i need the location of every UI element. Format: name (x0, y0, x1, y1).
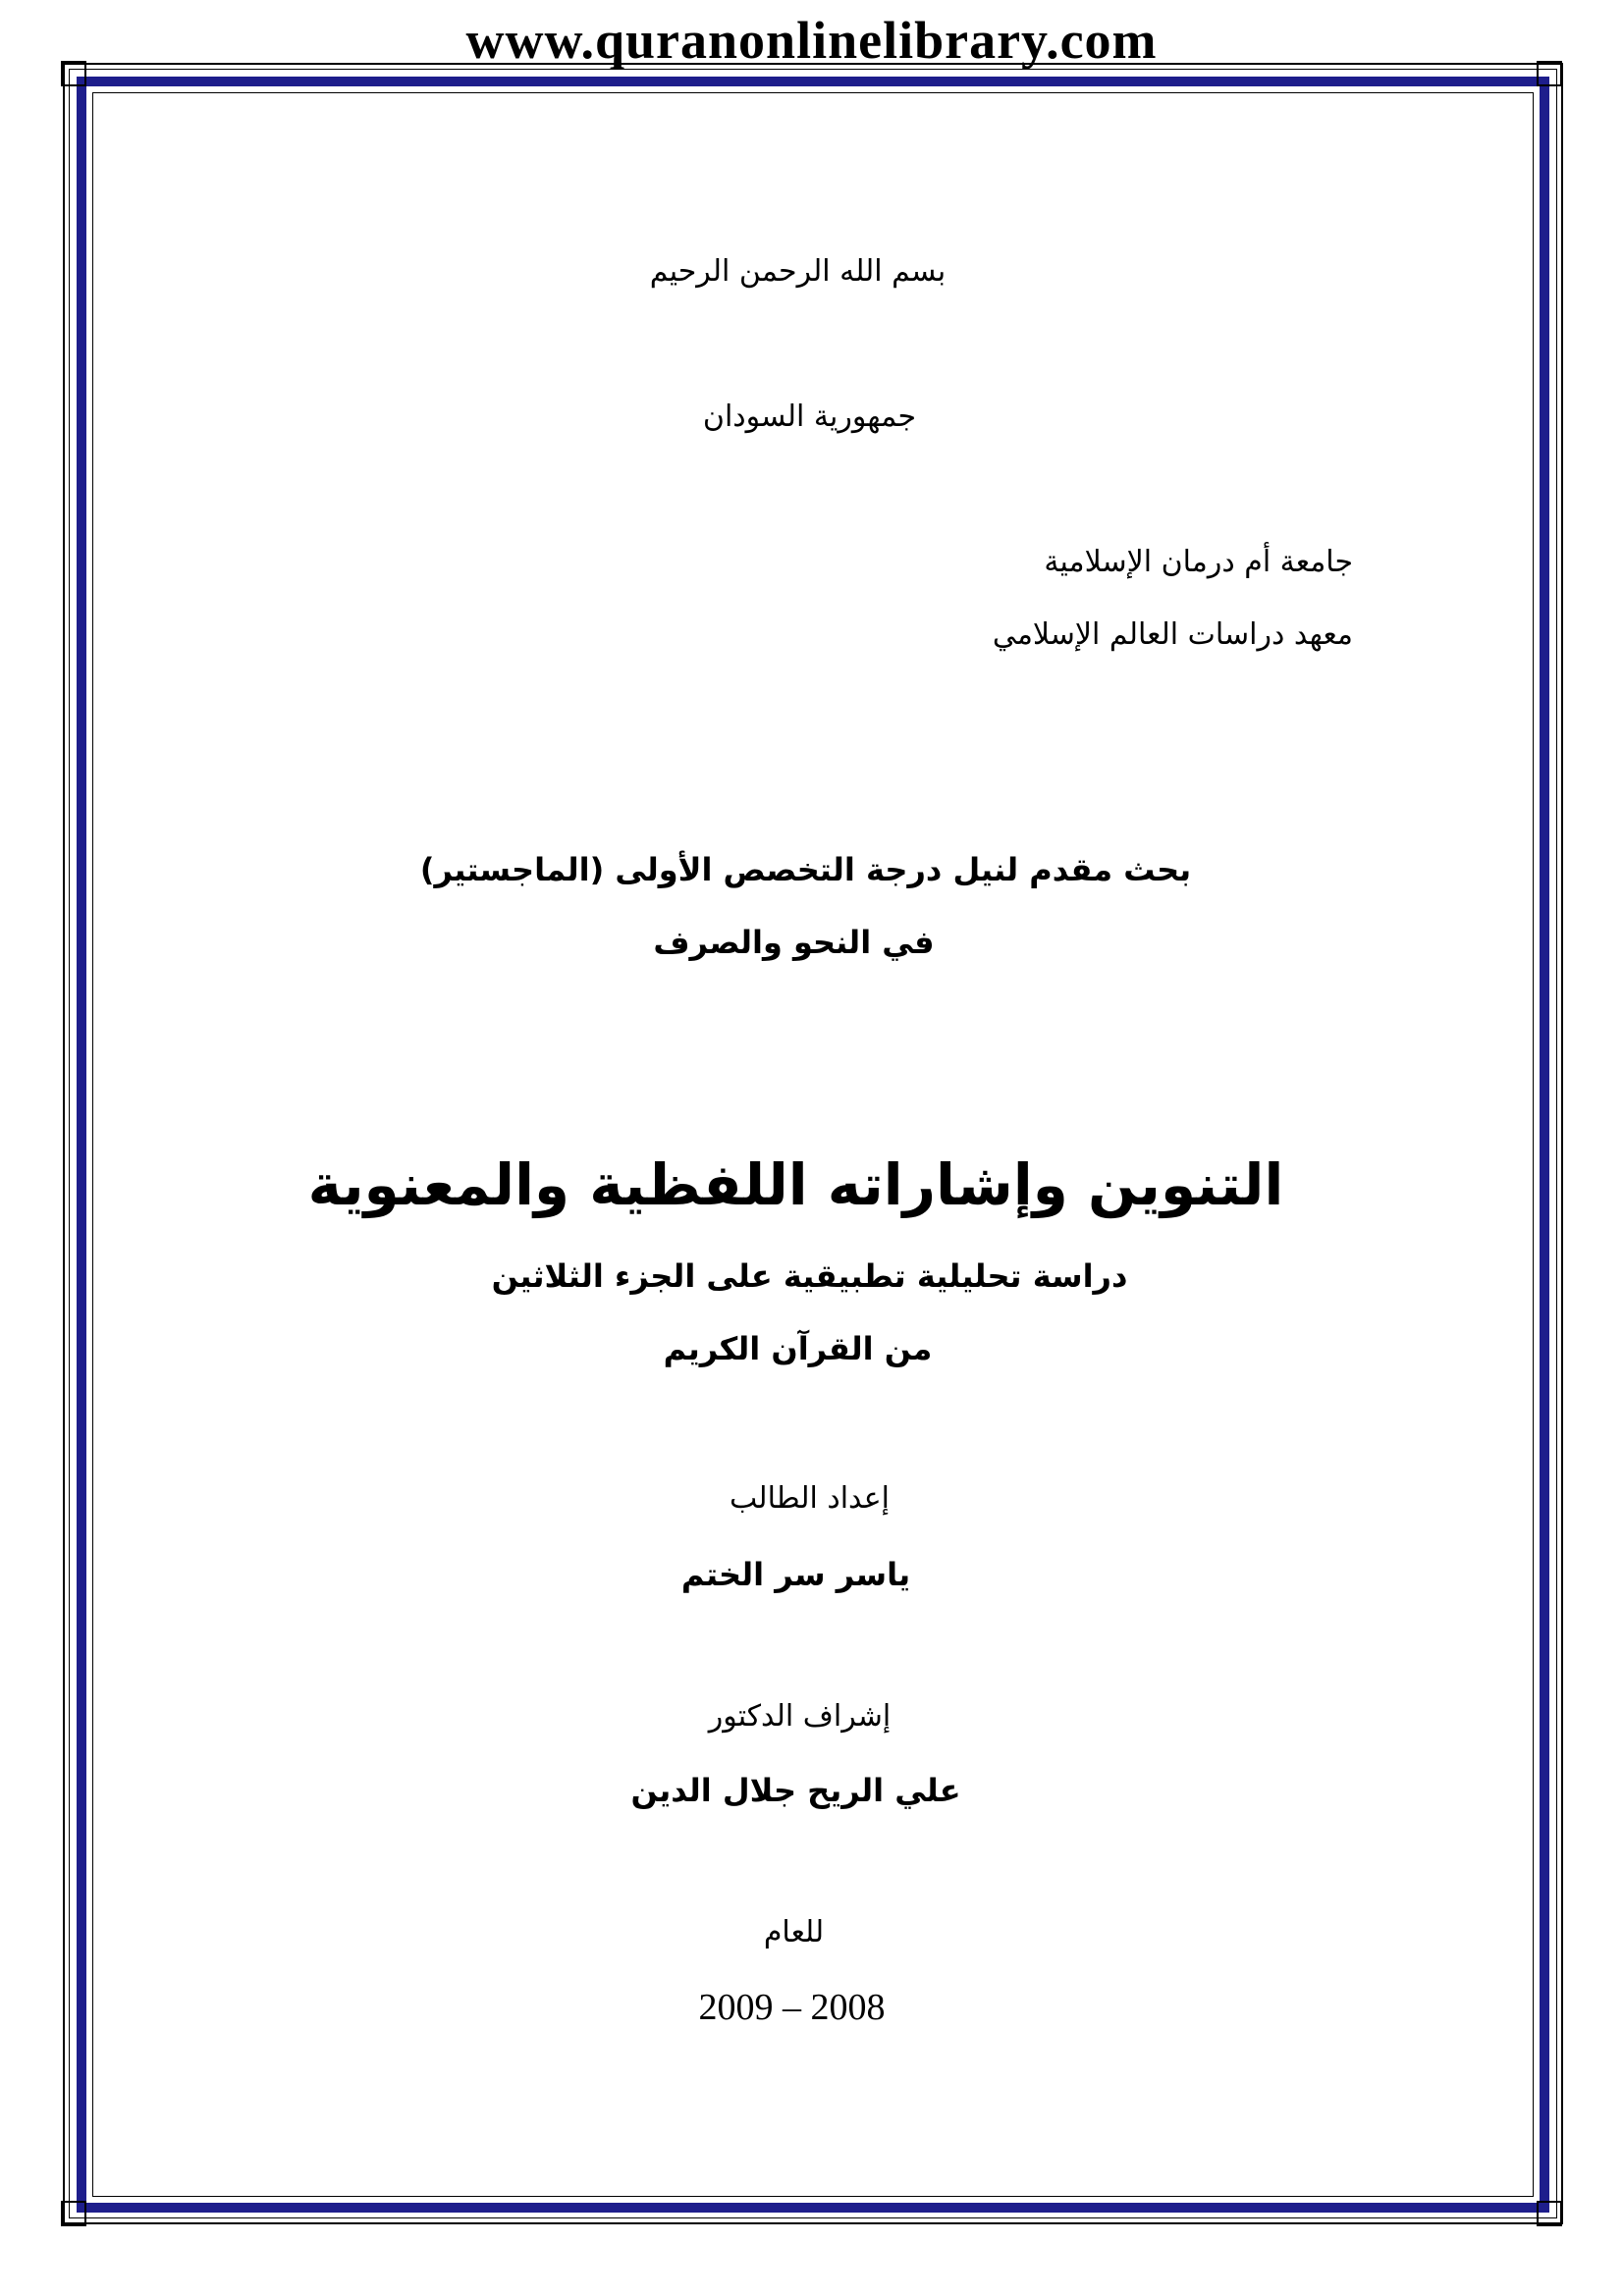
thesis-subtitle-line1: دراسة تحليلية تطبيقية على الجزء الثلاثين (491, 1257, 1128, 1295)
degree-field: في النحو والصرف (653, 924, 935, 961)
thesis-title: التنوين وإشاراته اللفظية والمعنوية (307, 1151, 1284, 1218)
thesis-subtitle-line2: من القرآن الكريم (663, 1330, 933, 1367)
border-corner-bottom-right (1537, 2201, 1562, 2226)
border-corner-top-left (61, 61, 86, 86)
academic-year: 2009 – 2008 (698, 1987, 886, 2028)
year-label: للعام (763, 1915, 825, 1949)
watermark: www.quranonlinelibrary.com (465, 11, 1158, 70)
student-name: ياسر سر الختم (680, 1556, 911, 1593)
university-name: جامعة أم درمان الإسلامية (1044, 545, 1353, 579)
border-corner-top-right (1537, 61, 1562, 86)
supervisor-label: إشراف الدكتور (708, 1699, 892, 1734)
supervisor-name: علي الريح جلال الدين (630, 1772, 961, 1809)
border-corner-bottom-left (61, 2201, 86, 2226)
basmala: بسم الله الرحمن الرحيم (649, 254, 947, 289)
institute-name: معهد دراسات العالم الإسلامي (992, 617, 1353, 652)
degree-statement: بحث مقدم لنيل درجة التخصص الأولى (الماجستير) (419, 851, 1192, 888)
country-name: جمهورية السودان (702, 400, 917, 434)
student-label: إعداد الطالب (729, 1481, 891, 1516)
